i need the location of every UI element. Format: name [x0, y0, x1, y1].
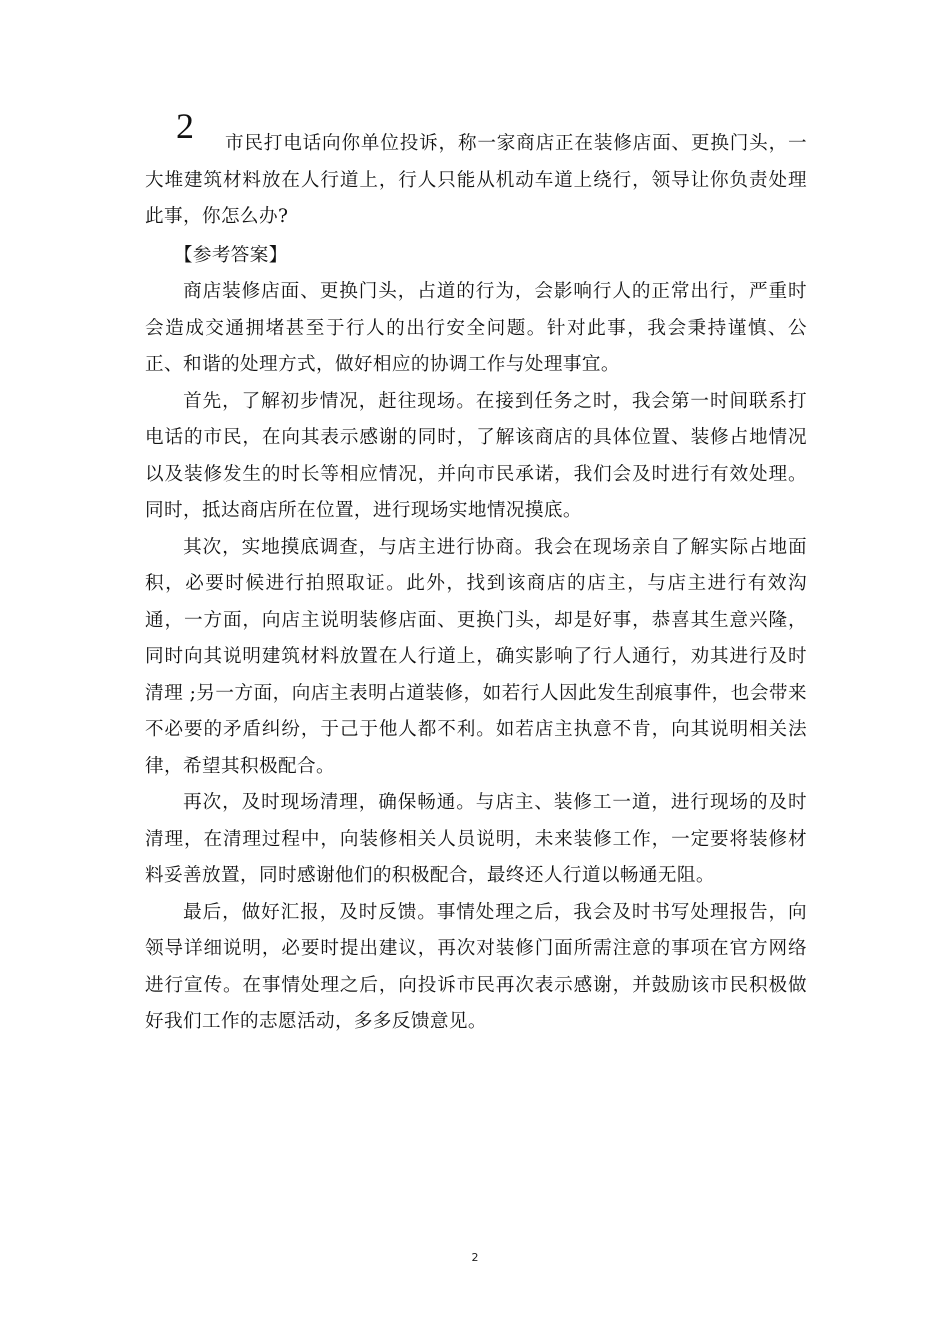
answer-paragraph-third: 再次，及时现场清理，确保畅通。与店主、装修工一道，进行现场的及时清理，在清理过程中，向装修相关人员说明，未来装修工作，一定要将装修材料妥善放置，同时感谢他们的积极配合，最终还人行道以畅通无阻。: [145, 792, 807, 886]
question-text: 市民打电话向你单位投诉，称一家商店正在装修店面、更换门头，一大堆建筑材料放在人行道上，行人只能从机动车道上绕行，领导让你负责处理此事，你怎么办?: [145, 133, 807, 227]
document-body: [145, 126, 807, 1041]
answer-paragraph-first: 首先，了解初步情况，赶往现场。在接到任务之时，我会第一时间联系打电话的市民，在向其表示感谢的同时，了解该商店的具体位置、装修占地情况以及装修发生的时长等相应情况，并向市民承诺，我们会及时进行有效处理。同时，抵达商店所在位置，进行现场实地情况摸底。: [145, 390, 807, 521]
answer-paragraph-intro: 商店装修店面、更换门头，占道的行为，会影响行人的正常出行，严重时会造成交通拥堵甚至于行人的出行安全问题。针对此事，我会秉持谨慎、公正、和谐的处理方式，做好相应的协调工作与处理事宜。: [145, 281, 807, 375]
answer-paragraph-final: 最后，做好汇报，及时反馈。事情处理之后，我会及时书写处理报告，向领导详细说明，必要时提出建议，再次对装修门面所需注意的事项在官方网络进行宣传。在事情处理之后，向投诉市民再次表示感谢，并鼓励该市民积极做好我们工作的志愿活动，多多反馈意见。: [145, 901, 807, 1032]
question-number: 2: [176, 106, 194, 146]
answer-paragraph-second: 其次，实地摸底调查，与店主进行协商。我会在现场亲自了解实际占地面积，必要时候进行拍照取证。此外，找到该商店的店主，与店主进行有效沟通，一方面，向店主说明装修店面、更换门头，却是好事，恭喜其生意兴隆，同时向其说明建筑材料放置在人行道上，确实影响了行人通行，劝其进行及时清理 ;另一方面，向店主表明占道装修，如若行人因此发生刮痕事件，也会带来不必要的矛盾纠纷，于己于他人都不利。如若店主执意不肯，向其说明相关法律，希望其积极配合。: [145, 536, 807, 777]
answer-heading: 【参考答案】: [173, 244, 288, 266]
page-number: 2: [471, 1251, 479, 1264]
